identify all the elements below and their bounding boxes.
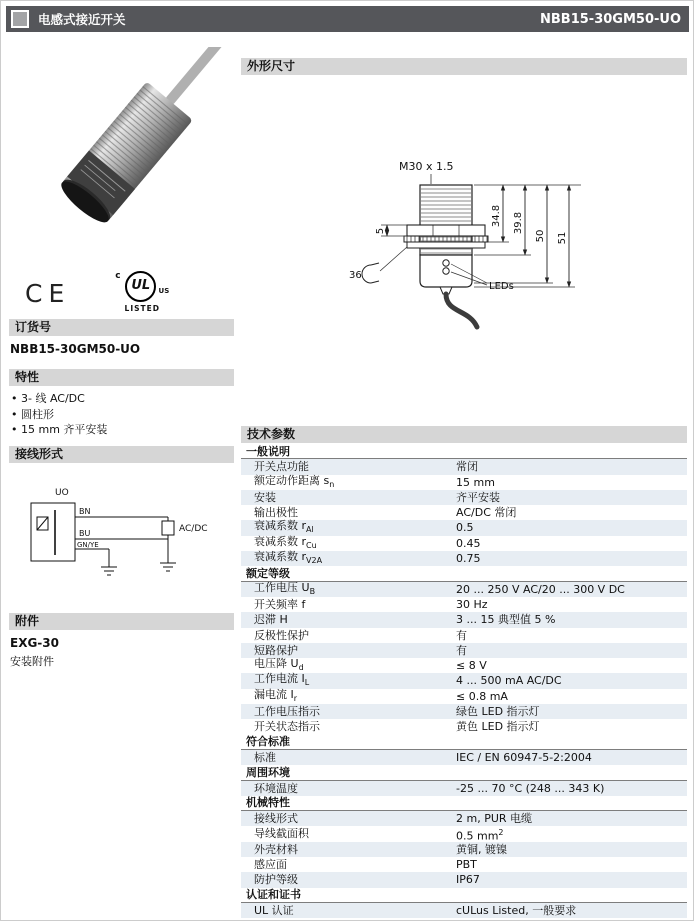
- order-number-header: 订货号: [9, 319, 234, 336]
- sensor-cable: [163, 47, 233, 107]
- tech-section-header: 机械特性: [241, 796, 687, 811]
- tech-param-value: AC/DC 常闭: [456, 506, 517, 520]
- tech-param-label: 输出极性: [254, 506, 298, 520]
- tech-param-label: 外壳材料: [254, 842, 298, 856]
- accessory-description: 安装附件: [10, 654, 54, 668]
- tech-params-header: 技术参数: [241, 426, 687, 443]
- tech-section-header: 认证和证书: [241, 888, 687, 903]
- tech-row: [241, 551, 687, 566]
- tech-param-value: 齐平安装: [456, 490, 500, 504]
- connection-type-header: 接线形式: [9, 446, 234, 463]
- tech-param-value: -25 ... 70 °C (248 ... 343 K): [456, 781, 605, 795]
- tech-param-value: IEC / EN 60947-5-2:2004: [456, 750, 592, 764]
- load-symbol: [162, 521, 174, 535]
- tech-param-label: UL 认证: [254, 903, 294, 917]
- tech-param-value: 20 ... 250 V AC/20 ... 300 V DC: [456, 582, 625, 596]
- tech-param-label: 工作电压 $U_B$: [254, 580, 316, 596]
- tech-row: [241, 857, 687, 872]
- tech-table: [241, 444, 687, 918]
- tech-row: [241, 582, 687, 597]
- dimension-drawing-svg: [241, 75, 687, 423]
- tech-section-header: 周围环境: [241, 765, 687, 780]
- tech-section-header: 符合标准: [241, 735, 687, 750]
- order-part-number: NBB15-30GM50-UO: [10, 342, 141, 356]
- tech-param-label: 工作电压指示: [254, 705, 320, 719]
- tech-param-value: 绿色 LED 指示灯: [456, 705, 540, 719]
- tech-param-label: 工作电流 $I_L$: [254, 672, 310, 688]
- tech-param-value: 有: [456, 643, 467, 657]
- tech-param-label: 防护等级: [254, 873, 298, 887]
- feature-item: • 3- 线 AC/DC: [11, 391, 234, 407]
- wire-gnye-label: GN/YE: [77, 540, 99, 549]
- tech-row: [241, 628, 687, 643]
- tech-row: [241, 490, 687, 505]
- tech-param-label: 标准: [254, 750, 276, 764]
- tech-param-label: 环境温度: [254, 781, 298, 795]
- ul-letters: UL: [131, 278, 151, 293]
- tech-param-value: 0.5: [456, 521, 474, 535]
- ul-circle: [125, 271, 156, 302]
- tech-row: [241, 597, 687, 612]
- tech-param-value: cULus Listed, 一般要求: [456, 903, 577, 917]
- thread-size-label: M30 x 1.5: [399, 160, 454, 173]
- tech-param-value: ≤ 0.8 mA: [456, 689, 508, 703]
- tech-param-label: 安装: [254, 490, 276, 504]
- tech-param-value: 0.45: [456, 536, 481, 550]
- tech-row: [241, 750, 687, 765]
- tech-param-label: 衰减系数 $r_{V2A}$: [254, 549, 323, 566]
- tech-param-label: 接线形式: [254, 812, 298, 826]
- tech-row: [241, 612, 687, 627]
- tech-param-label: 额定动作距离 $s_n$: [254, 473, 335, 489]
- wiring-diagram: [9, 463, 234, 613]
- tech-section-header: 一般说明: [241, 444, 687, 459]
- features-header: 特性: [9, 369, 234, 386]
- tech-param-label: 反极性保护: [254, 628, 309, 642]
- wire-bu-label: BU: [79, 528, 91, 538]
- tech-param-value: ≤ 8 V: [456, 659, 487, 673]
- tech-param-label: 迟滞 H: [254, 613, 288, 627]
- tech-param-label: 电压降 $U_d$: [254, 657, 304, 673]
- sensor-symbol-box: [31, 503, 75, 561]
- tech-row: [241, 719, 687, 734]
- ce-mark-icon: CE: [25, 278, 71, 308]
- accessory-name: EXG-30: [10, 635, 59, 650]
- ul-c-label: c: [115, 271, 121, 281]
- tech-param-value: IP67: [456, 873, 480, 887]
- tech-param-value: 黄色 LED 指示灯: [456, 720, 540, 734]
- wrench-icon: [362, 265, 371, 283]
- tech-param-label: 开关点功能: [254, 460, 309, 474]
- accessories-header: 附件: [9, 613, 234, 630]
- tech-param-value: 4 ... 500 mA AC/DC: [456, 674, 562, 688]
- washer: [407, 242, 485, 248]
- tech-row: [241, 826, 687, 841]
- wrench-size-label: 36: [349, 270, 362, 281]
- dim-total-length: 51: [557, 231, 568, 245]
- tech-row: [241, 704, 687, 719]
- ul-listed-label: LISTED: [124, 304, 160, 313]
- top-header-bar: [6, 6, 689, 32]
- tech-param-value: 30 Hz: [456, 597, 488, 611]
- tech-param-value: 2 m, PUR 电缆: [456, 812, 533, 826]
- dim-thread-total: 39.8: [513, 211, 524, 235]
- cable: [446, 294, 477, 327]
- header-part-number: NBB15-30GM50-UO: [540, 11, 681, 27]
- dimensions-header: 外形尺寸: [241, 58, 687, 75]
- dim-thread-length: 34.8: [491, 204, 502, 228]
- tech-param-label: 漏电流 $I_r$: [254, 687, 298, 703]
- feature-item: • 圆柱形: [11, 407, 234, 423]
- tech-section-header: 额定等级: [241, 566, 687, 581]
- tech-param-value: 有: [456, 628, 467, 642]
- tech-row: [241, 903, 687, 918]
- tech-param-label: 开关状态指示: [254, 720, 320, 734]
- ul-listed-mark-icon: [110, 270, 174, 316]
- feature-item: • 15 mm 齐平安装: [11, 422, 234, 438]
- hex-nut: [407, 225, 485, 236]
- wire-bn-label: BN: [79, 506, 91, 516]
- toothed-washer: [404, 236, 488, 242]
- tech-param-label: 开关频率 f: [254, 597, 306, 611]
- tech-param-value: 0.5 $mm^2$: [456, 827, 504, 843]
- tech-row: [241, 689, 687, 704]
- main-column: [241, 58, 687, 918]
- dim-nut-thickness: 5: [375, 227, 386, 235]
- features-list: [11, 391, 234, 438]
- document-title: 电感式接近开关: [38, 12, 126, 27]
- tech-row: [241, 475, 687, 490]
- tech-row: [241, 872, 687, 887]
- tech-param-value: 黄铜, 镀镍: [456, 842, 507, 856]
- tech-param-label: 短路保护: [254, 643, 298, 657]
- tech-param-value: 0.75: [456, 552, 481, 566]
- wiring-output-label: UO: [55, 487, 69, 498]
- tech-param-label: 导线截面积: [254, 827, 309, 841]
- ul-us-label: US: [158, 287, 170, 295]
- brand-square-icon: [11, 10, 29, 28]
- tech-param-label: 衰减系数 $r_{Al}$: [254, 519, 314, 535]
- tech-row: [241, 842, 687, 857]
- product-photo: [9, 47, 234, 267]
- tech-row: [241, 781, 687, 796]
- tech-param-label: 衰减系数 $r_{Cu}$: [254, 534, 317, 550]
- tech-param-value: 15 mm: [456, 475, 495, 489]
- certification-marks: [9, 267, 234, 319]
- left-column: [9, 47, 234, 669]
- tech-param-value: PBT: [456, 858, 477, 872]
- leds-label: LEDs: [489, 281, 514, 292]
- dim-housing-length: 50: [535, 229, 546, 243]
- tech-param-value: 3 ... 15 典型值 5 %: [456, 613, 556, 627]
- tech-param-label: 感应面: [254, 858, 287, 872]
- dimension-drawing: [241, 75, 687, 426]
- supply-label: AC/DC: [179, 523, 208, 534]
- wiring-diagram-svg: [13, 479, 225, 601]
- product-photo-image: [9, 47, 233, 265]
- tech-param-value: 常闭: [456, 460, 478, 474]
